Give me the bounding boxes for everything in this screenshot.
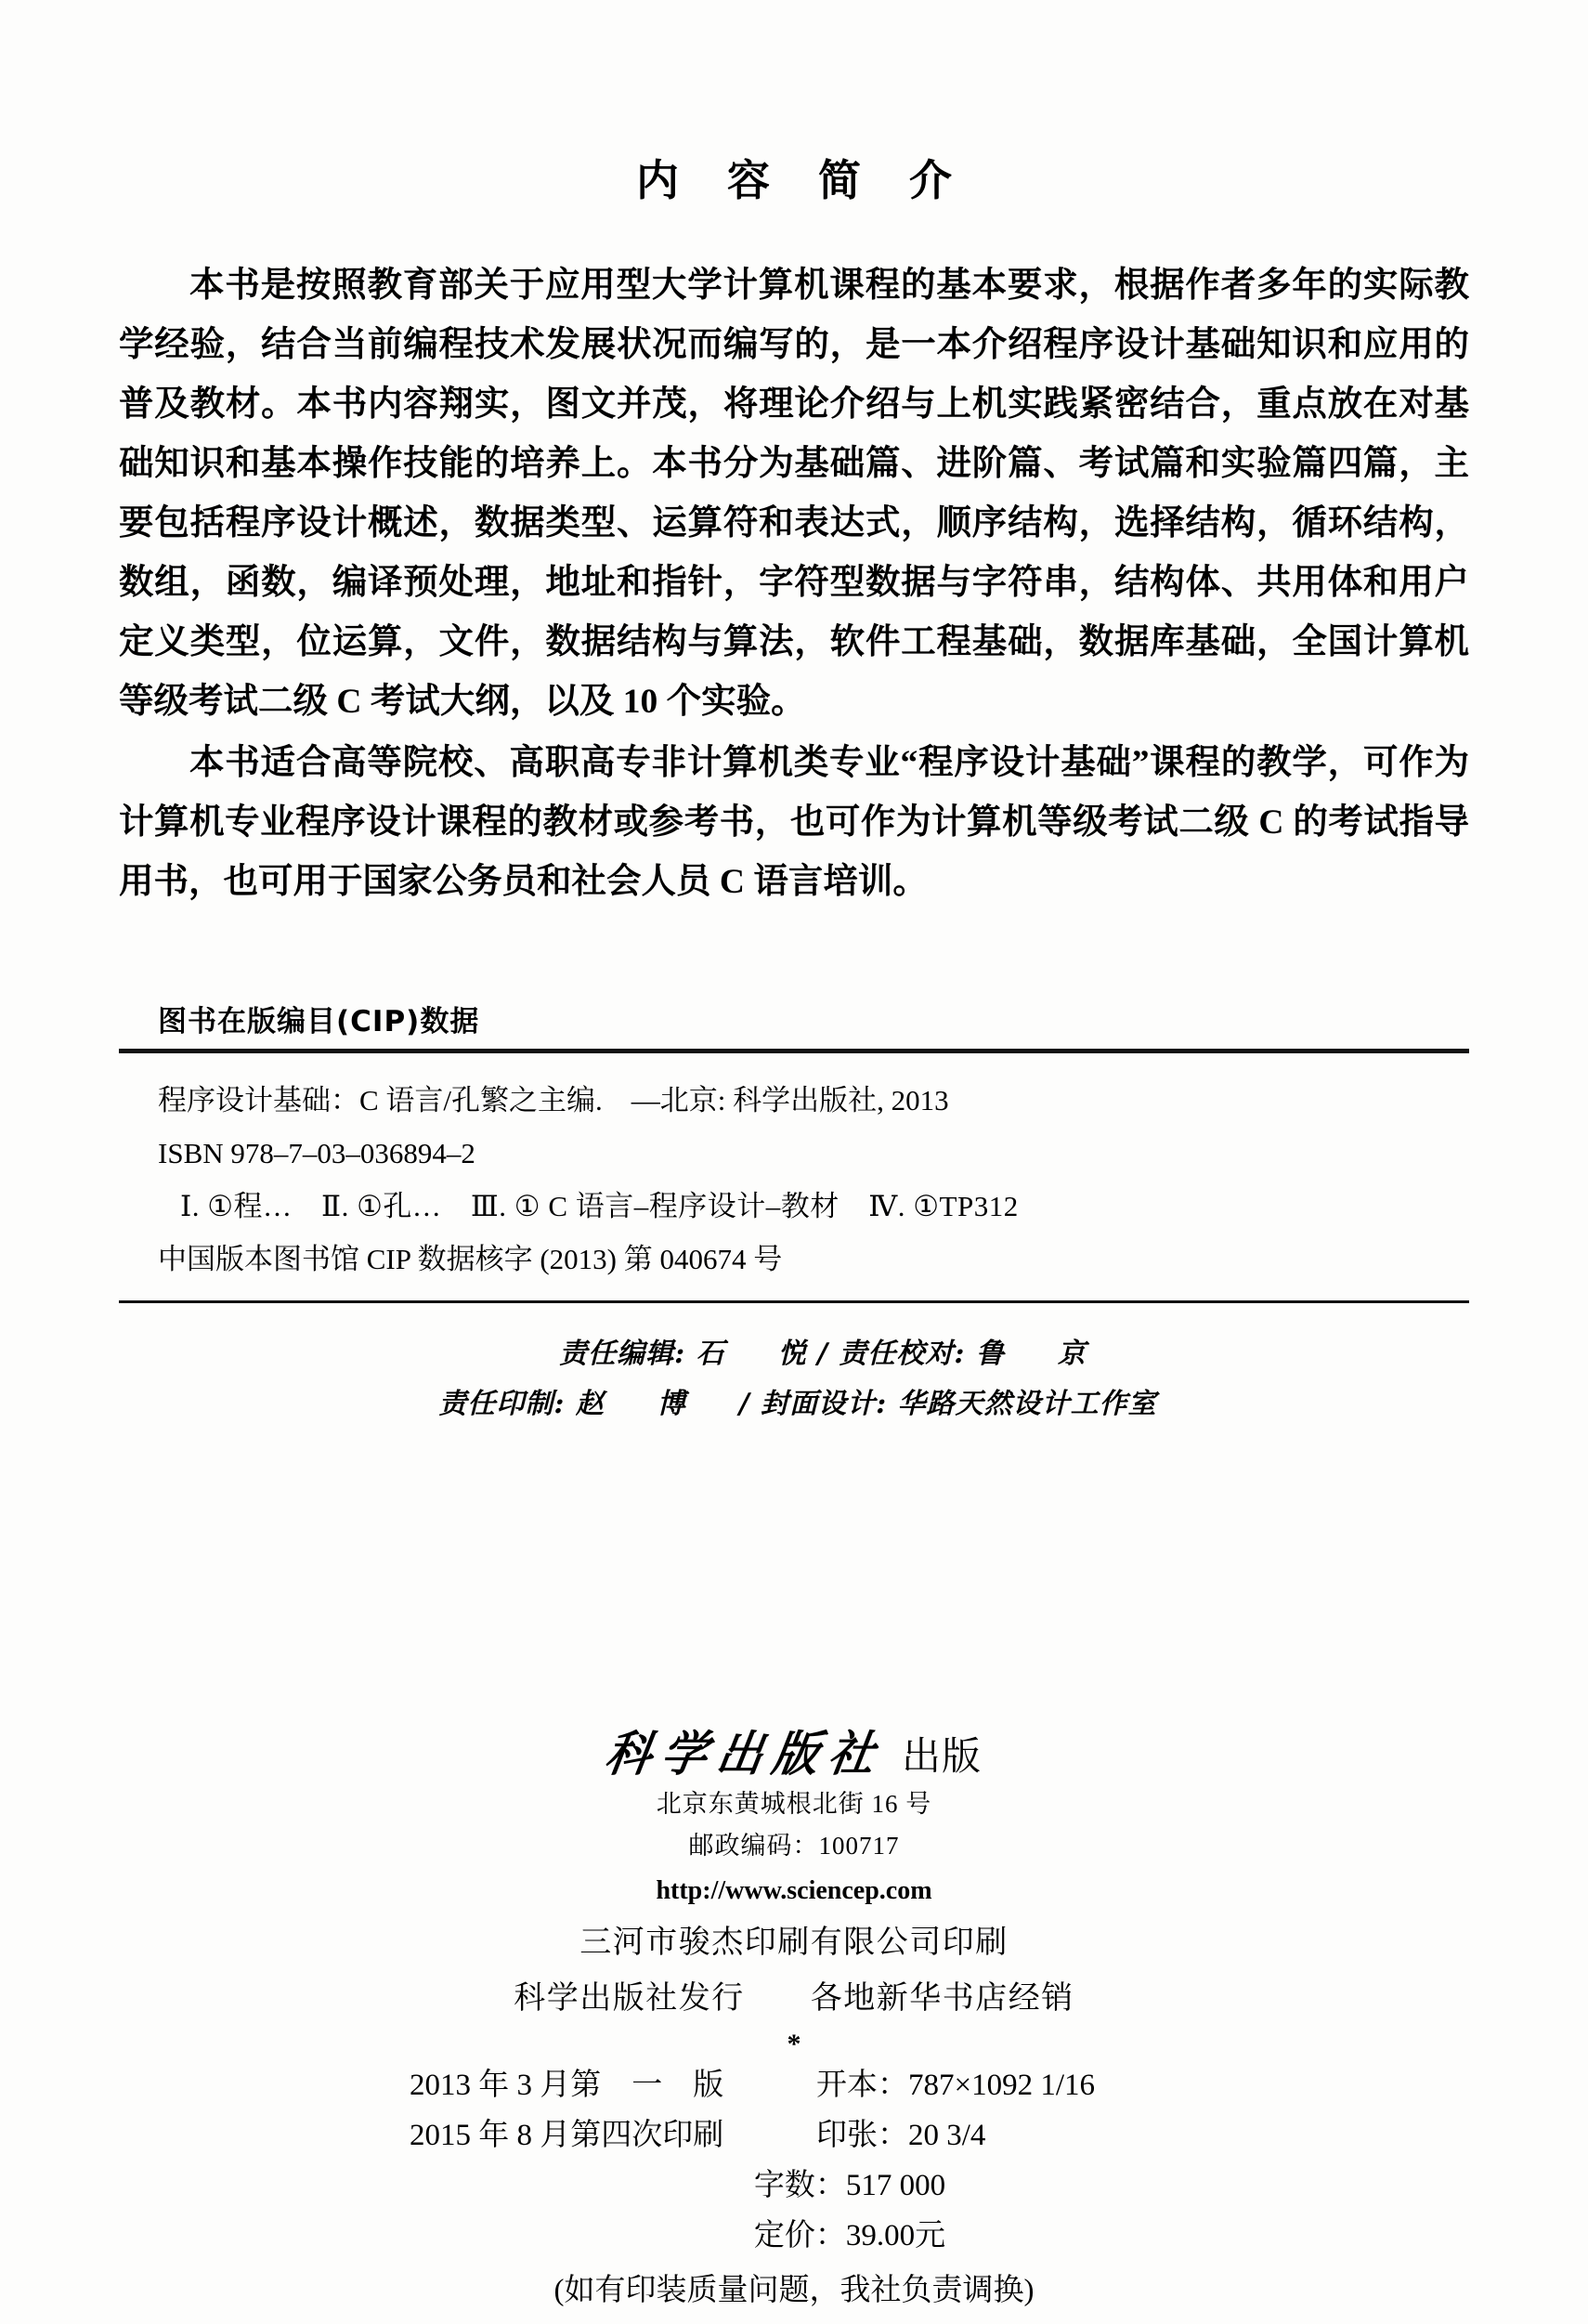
responsible-printing-label: 责任印制: 赵 bbox=[438, 1388, 605, 1420]
printing-company: 三河市骏杰印刷有限公司印刷 bbox=[579, 1926, 1009, 1960]
book-format: 开本：787×1092 1/16 bbox=[816, 2069, 1096, 2102]
summary-body bbox=[119, 256, 1469, 912]
cover-design-label: / 封面设计: 华路天然设计工作室 bbox=[738, 1388, 1157, 1420]
quality-note: (如有印装质量问题，我社负责调换) bbox=[553, 2274, 1035, 2307]
cip-heading: 图书在版编目(CIP)数据 bbox=[158, 1005, 480, 1038]
cip-lines bbox=[119, 1053, 1469, 1300]
publisher-postcode: 邮政编码：100717 bbox=[688, 1832, 900, 1860]
credits-line-editor bbox=[119, 1329, 1469, 1379]
responsible-proofreader-name: 京 bbox=[1057, 1338, 1087, 1370]
word-count: 字数：517 000 bbox=[753, 2169, 946, 2202]
summary-paragraph-1: 本书是按照教育部关于应用型大学计算机课程的基本要求，根据作者多年的实际教学经验，结合当前编程技术发展状况而编写的，是一本介绍程序设计基础知识和应用的普及教材。本书内容翔实，图文并茂，将理论介绍与上机实践紧密结合，重点放在对基础知识和基本操作技能的培养上。本书分为基础篇、进阶篇、考试篇和实验篇四篇，主要包括程序设计概述，数据类型、运算符和表达式，顺序结构，选择结构，循环结构，数组，函数，编译预处理，地址和指针，字符型数据与字符串，结构体、共用体和用户定义类型，位运算，文件，数据结构与算法，软件工程基础，数据库基础，全国计算机等级考试二级 C 考试大纲，以及 10 个实验。 bbox=[119, 267, 1469, 721]
responsible-proofreader-label: / 责任校对: 鲁 bbox=[817, 1338, 1005, 1370]
cip-title-line: 程序设计基础：C 语言/孔繁之主编. —北京: 科学出版社, 2013 bbox=[158, 1084, 949, 1116]
cip-isbn-line: ISBN 978–7–03–036894–2 bbox=[158, 1137, 475, 1169]
publisher-imprint bbox=[0, 1718, 1588, 2317]
publisher-address: 北京东黄城根北街 16 号 bbox=[656, 1790, 932, 1818]
credits-line-printing bbox=[119, 1379, 1469, 1430]
publish-word: 出版 bbox=[902, 1733, 983, 1779]
summary-paragraph-2: 本书适合高等院校、高职高专非计算机类专业“程序设计基础”课程的教学，可作为计算机专业程序设计课程的教材或参考书，也可作为计算机等级考试二级 C 的考试指导用书，也可用于国家公务员和社会人员 C 语言培训。 bbox=[119, 744, 1469, 901]
first-edition-date: 2013 年 3 月第 一 版 bbox=[410, 2069, 724, 2102]
print-sheets: 印张：20 3/4 bbox=[816, 2119, 986, 2152]
publisher-logo-row bbox=[0, 1718, 1588, 1783]
edition-row-first bbox=[410, 2060, 1178, 2110]
cip-block bbox=[119, 998, 1469, 1303]
cip-classification-line: Ⅰ. ①程… Ⅱ. ①孔… Ⅲ. ① C 语言–程序设计–教材 Ⅳ. ①TP312 bbox=[180, 1190, 1019, 1222]
responsible-editor-label: 责任编辑: 石 bbox=[559, 1338, 725, 1370]
cip-archive-line: 中国版本图书馆 CIP 数据核字 (2013) 第 040674 号 bbox=[158, 1243, 783, 1275]
publisher-url[interactable]: http://www.sciencep.com bbox=[656, 1876, 932, 1905]
staff-credits bbox=[119, 1303, 1469, 1430]
science-press-logo: 科学出版社 bbox=[601, 1725, 890, 1782]
fourth-printing-date: 2015 年 8 月第四次印刷 bbox=[410, 2119, 724, 2152]
responsible-editor-name: 悦 bbox=[777, 1338, 807, 1370]
edition-block bbox=[0, 2060, 1588, 2317]
distribution-line: 科学出版社发行 各地新华书店经销 bbox=[514, 1981, 1074, 2016]
edition-row-second bbox=[410, 2110, 1178, 2161]
page-title: 内 容 简 介 bbox=[635, 155, 970, 205]
responsible-printing-name: 博 bbox=[657, 1388, 686, 1420]
section-separator-asterisk: * bbox=[787, 2029, 801, 2059]
price: 定价：39.00元 bbox=[753, 2219, 946, 2252]
